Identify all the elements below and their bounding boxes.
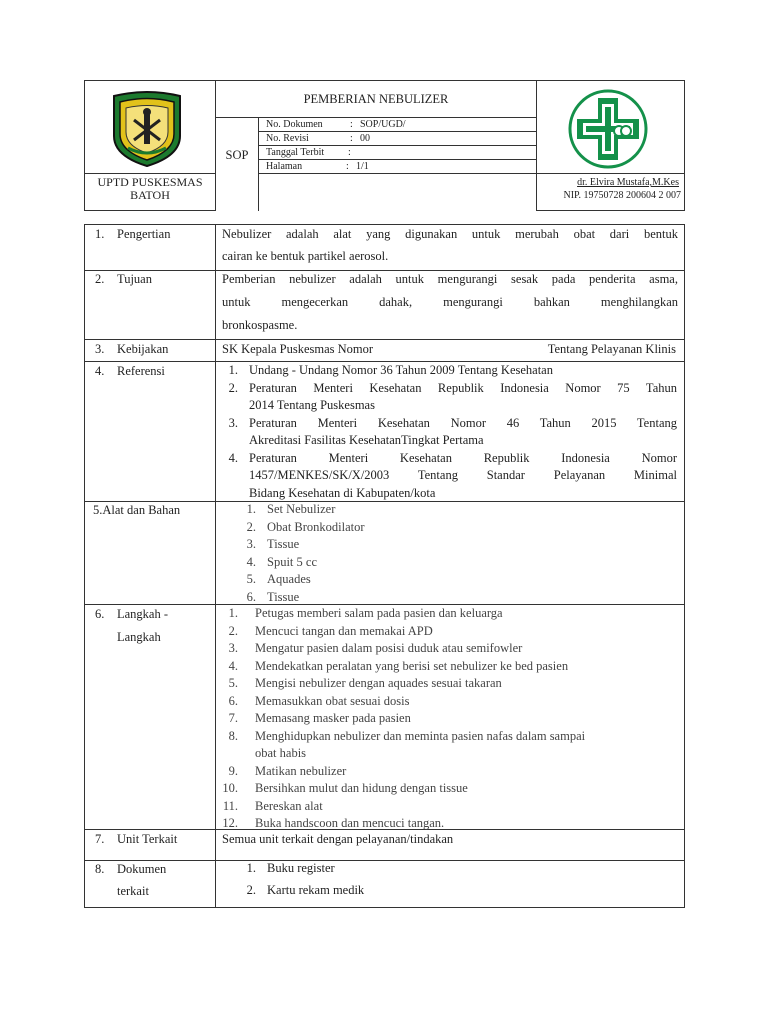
sop-label: SOP [225, 148, 249, 162]
org-name [85, 176, 215, 202]
row-label-alat-bahan: 5.Alat dan Bahan [93, 503, 181, 517]
sop-title: PEMBERIAN NEBULIZER [303, 92, 449, 106]
list-text: Bereskan alat [255, 798, 323, 813]
row-num-kebijakan: 3. [95, 342, 105, 356]
signer-name: dr. Elvira Mustafa,M.Kes [577, 177, 679, 188]
row-label-dokumen-1: Dokumen [117, 862, 167, 876]
list-text: 1457/MENKES/SK/X/2003 Tentang Standar Pelayanan Minimal [249, 468, 677, 482]
row-label-referensi: Referensi [117, 364, 165, 378]
list-text: Petugas memberi salam pada pasien dan keluarga [255, 606, 503, 620]
list-number: 3. [228, 641, 238, 655]
list-number: 1. [246, 861, 256, 875]
list-text: Buku register [267, 861, 335, 875]
list-item [218, 659, 668, 677]
list-text: Bersihkan mulut dan hidung dengan tissue [255, 781, 468, 795]
list-text: Kartu rekam medik [267, 883, 365, 897]
row-num-referensi: 4. [95, 364, 105, 378]
list-text: Mengisi nebulizer dengan aquades sesuai takaran [255, 676, 502, 690]
list-item-cont [218, 433, 677, 451]
list-number: 9. [228, 763, 238, 778]
list-number: 6. [228, 693, 238, 708]
list-item [218, 781, 668, 799]
meta-label-no-revisi: No. Revisi [266, 133, 309, 144]
list-number: 12. [222, 816, 238, 830]
list-number: 2. [246, 519, 256, 534]
list-item [218, 799, 668, 817]
meta-label-halaman: Halaman [266, 161, 303, 172]
list-number: 1. [246, 502, 256, 516]
row-num-unit: 7. [95, 832, 105, 846]
row-label-pengertian: Pengertian [117, 227, 171, 241]
list-text: Set Nebulizer [267, 502, 336, 516]
list-text: Akreditasi Fasilitas KesehatanTingkat Pertama [249, 433, 484, 447]
pengertian-line1: Nebulizer adalah alat yang digunakan untuk merubah obat dari bentuk [222, 227, 678, 241]
list-number: 4. [228, 658, 238, 673]
row-num-dokumen: 8. [95, 862, 105, 876]
list-number: 2. [228, 623, 238, 638]
list-item [218, 729, 668, 747]
list-text: Mencuci tangan dan memakai APD [255, 623, 433, 638]
row-num-langkah: 6. [95, 607, 105, 621]
list-text: Mengatur pasien dalam posisi duduk atau semifowler [255, 641, 523, 655]
meta-value-no-revisi: 00 [360, 133, 370, 144]
list-item [218, 606, 668, 624]
list-number: 8. [228, 728, 238, 743]
list-text: 2014 Tentang Puskesmas [249, 398, 375, 412]
row-label-langkah-1: Langkah - [117, 607, 169, 621]
referensi-list [218, 363, 677, 503]
list-item [236, 572, 666, 590]
list-item [236, 502, 666, 520]
list-item-cont [218, 486, 677, 504]
list-number: 5. [246, 572, 256, 586]
list-text: Aquades [267, 572, 311, 586]
list-number: 10. [222, 781, 238, 795]
list-text: Buka handscoon dan mencuci tangan. [255, 816, 445, 830]
signer-nip: NIP. 19750728 200604 2 007 [563, 190, 681, 201]
puskesmas-logo [567, 88, 649, 170]
tujuan-line3: bronkospasme. [222, 318, 298, 332]
list-number: 11. [222, 798, 238, 813]
list-number: 7. [228, 711, 238, 725]
row-label-langkah-2: Langkah [117, 630, 161, 644]
list-item [218, 764, 668, 782]
org-name-line1: UPTD PUSKESMAS [97, 175, 203, 189]
pengertian-line2: cairan ke bentuk partikel aerosol. [222, 249, 389, 263]
langkah-list [218, 606, 668, 834]
list-number: 4. [246, 554, 256, 569]
list-item-cont [218, 468, 677, 486]
meta-sep: : [350, 133, 353, 144]
tujuan-line1: Pemberian nebulizer adalah untuk mengurangi sesak pada penderita asma, [222, 272, 678, 286]
list-item [236, 861, 666, 883]
row-label-kebijakan: Kebijakan [117, 342, 169, 356]
list-item-cont [218, 746, 668, 764]
list-number: 2. [228, 380, 238, 395]
list-text: Memasukkan obat sesuai dosis [255, 693, 410, 708]
row-num-tujuan: 2. [95, 272, 105, 286]
list-item-cont [218, 398, 677, 416]
list-number: 2. [246, 883, 256, 897]
list-item [218, 711, 668, 729]
meta-label-no-dokumen: No. Dokumen [266, 119, 323, 130]
list-number: 1. [228, 606, 238, 620]
list-text: Tissue [267, 537, 300, 551]
list-text: Undang - Undang Nomor 36 Tahun 2009 Tentang Kesehatan [249, 363, 553, 377]
list-item [218, 641, 668, 659]
list-number: 1. [228, 363, 238, 377]
list-item [236, 520, 666, 538]
list-item [218, 624, 668, 642]
row-num-pengertian: 1. [95, 227, 105, 241]
list-text: Menghidupkan nebulizer dan meminta pasien nafas dalam sampai [255, 728, 586, 743]
list-item [236, 883, 666, 901]
list-text: Mendekatkan peralatan yang berisi set nebulizer ke bed pasien [255, 658, 569, 673]
list-item [218, 451, 677, 469]
unit-text: Semua unit terkait dengan pelayanan/tindakan [222, 832, 454, 846]
list-number: 3. [246, 537, 256, 551]
list-item [236, 590, 666, 608]
list-text: Peraturan Menteri Kesehatan Republik Indonesia Nomor 75 Tahun [249, 380, 677, 395]
dokumen-list [236, 861, 666, 901]
kebijakan-left: SK Kepala Puskesmas Nomor [222, 342, 374, 356]
row-label-dokumen-2: terkait [117, 884, 149, 898]
list-item [218, 694, 668, 712]
alat-bahan-list [236, 502, 666, 607]
meta-sep: : [348, 147, 351, 158]
kebijakan-right: Tentang Pelayanan Klinis [547, 342, 676, 356]
meta-label-tanggal-terbit: Tanggal Terbit [266, 147, 325, 158]
list-text: Spuit 5 cc [267, 554, 317, 569]
list-item [236, 537, 666, 555]
list-text: obat habis [255, 746, 307, 760]
regional-emblem-logo [106, 90, 188, 170]
list-number: 5. [228, 676, 238, 690]
meta-sep: : [346, 161, 349, 172]
list-number: 4. [228, 450, 238, 465]
list-text: Memasang masker pada pasien [255, 711, 411, 725]
list-text: Obat Bronkodilator [267, 519, 365, 534]
list-item [218, 416, 677, 434]
list-text: Matikan nebulizer [255, 763, 347, 778]
list-number: 6. [246, 589, 256, 604]
list-text: Peraturan Menteri Kesehatan Republik Indonesia Nomor [249, 450, 677, 465]
org-name-line2: BATOH [130, 188, 170, 202]
tujuan-line2: untuk mengecerkan dahak, mengurangi bahkan menghilangkan [222, 295, 678, 309]
meta-value-no-dokumen: SOP/UGD/ [360, 119, 406, 130]
row-label-tujuan: Tujuan [117, 272, 152, 286]
list-item [236, 555, 666, 573]
list-item [218, 676, 668, 694]
list-item [218, 363, 677, 381]
list-text: Peraturan Menteri Kesehatan Nomor 46 Tahun 2015 Tentang [249, 415, 677, 430]
list-item [218, 381, 677, 399]
meta-sep: : [350, 119, 353, 130]
list-text: Bidang Kesehatan di Kabupaten/kota [249, 485, 436, 500]
list-text: Tissue [267, 589, 300, 604]
row-label-unit: Unit Terkait [117, 832, 178, 846]
list-number: 3. [228, 415, 238, 430]
meta-value-halaman: 1/1 [356, 161, 369, 172]
